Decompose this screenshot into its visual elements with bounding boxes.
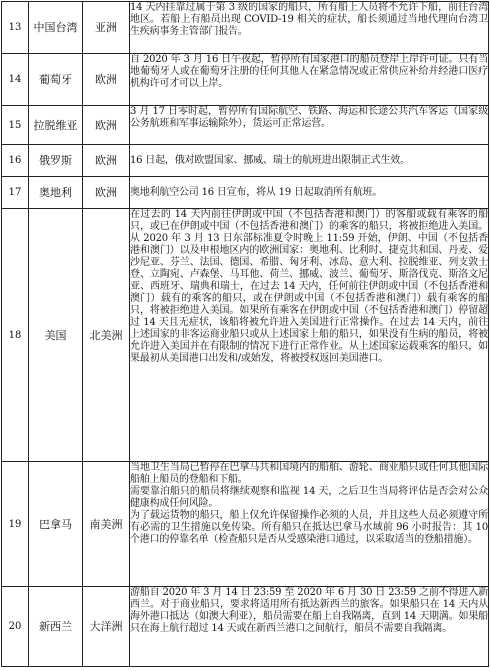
description-paragraph: 奥地利航空公司 16 日宣布，将从 19 日起取消所有航班。 xyxy=(130,186,383,198)
restriction-description xyxy=(130,209,489,462)
region-name: 欧洲 xyxy=(83,54,130,106)
description-paragraph: 自 2020 年 3 月 16 日午夜起，暂停所有国家港口的船员登岸上岸许可证。只有当地葡萄牙人或在葡萄牙注册的任何其他人在紧急情况或正常供应补给并经港口医疗机构许可才可以上岸。 xyxy=(130,54,488,89)
restriction-description xyxy=(130,462,489,587)
restriction-description xyxy=(130,145,489,177)
table-row xyxy=(2,54,489,106)
row-number: 20 xyxy=(2,587,29,667)
country-name: 新西兰 xyxy=(29,587,83,667)
row-number: 13 xyxy=(2,2,29,54)
region-name: 亚洲 xyxy=(83,2,130,54)
country-name: 拉脱维亚 xyxy=(29,106,83,145)
table-row xyxy=(2,462,489,587)
description-paragraph: 为了载运货物的船只，船上仅允许保留操作必须的人员，并且这些人员必须遵守所有必需的卫生措施以免传染。所有船只在抵达巴拿马水域前 96 小时报告：其 10 个港口的停靠名单（检查船只是否从受感染港口通过，以采取适当的登船措施）。 xyxy=(130,510,488,545)
country-name: 俄罗斯 xyxy=(29,145,83,177)
description-paragraph: 16 日起，俄对欧盟国家、挪威、瑞士的航班进出限制正式生效。 xyxy=(130,154,410,166)
table-row xyxy=(2,2,489,54)
region-name: 欧洲 xyxy=(83,177,130,209)
country-name: 中国台湾 xyxy=(29,2,83,54)
description-paragraph: 游船自 2020 年 3 月 14 日 23:59 至 2020 年 6 月 30 日 23:59 之前不得进入新西兰。对于商业船只，要求将适用所有抵达新西兰的旅客。如果船只在 14 天内从海外港口抵达（如澳大利亚），船员需要在船上自我隔离，直到 14 天期满。如果船只在海上航行超过 14 天或在新西兰港口之间航行，船员不需要自我隔离。 xyxy=(130,587,488,634)
country-name: 奥地利 xyxy=(29,177,83,209)
description-paragraph: 3 月 17 日零时起，暂停所有国际航空、铁路、海运和长途公共汽车客运（国家级公务航班和军事运输除外），货运可正常运营。 xyxy=(130,106,488,129)
table-row xyxy=(2,209,489,462)
region-name: 欧洲 xyxy=(83,145,130,177)
country-name: 美国 xyxy=(29,209,83,462)
restriction-description xyxy=(130,177,489,209)
restriction-description xyxy=(130,54,489,106)
table-row xyxy=(2,106,489,145)
travel-restrictions-table xyxy=(1,1,489,667)
region-name: 欧洲 xyxy=(83,106,130,145)
table-row xyxy=(2,587,489,667)
country-name: 葡萄牙 xyxy=(29,54,83,106)
region-name: 北美洲 xyxy=(83,209,130,462)
restriction-description xyxy=(130,587,489,667)
description-paragraph: 在过去的 14 天内前往伊朗或中国（不包括香港和澳门）的客船或载有乘客的船只，或已在伊朗或中国（不包括香港和澳门）的乘客的船只，将被拒绝进入美国。从 2020 年 3 月 13 日东部标准夏令时晚上 11:59 开始，伊朗、中国（不包括香港和澳门）以及申根地区内的欧洲国家：奥地利、比利时、捷克共和国、丹麦、爱沙尼亚、芬兰、法国、德国、希腊、匈牙利、冰岛、意大利、拉脱维亚、列支敦士登、立陶宛、卢森堡、马耳他、荷兰、挪威、波兰、葡萄牙、斯洛伐克、斯洛文尼亚、西班牙、瑞典和瑞士，在过去 14 天内，任何前往伊朗或中国（不包括香港和澳门）载有的乘客的船只，或在伊朗或中国（不包括香港和澳门）载有乘客的船只，将被拒绝进入美国。如果所有乘客在伊朗或中国（不包括香港和澳门）停留超过 14 天且无症状，该船将被允许进入美国进行正常操作。在过去 14 天内，前往上述国家的非客运商业船只或从上述国家上船的船只，如果没有生病的船员，将被允许进入美国并在有限制的情况下进行正常作业。从上述国家运载乘客的船只，如果最初从美国港口出发和/或始发，将被授权返回美国港口。 xyxy=(130,209,488,364)
restriction-description xyxy=(130,2,489,54)
description-paragraph: 14 天内挂靠过属于第 3 级的国家的船只，所有船上人员将不允许下船，前往台湾地区。若船上有船员出现 COVID-19 相关的症状，船长须通过当地代理向台湾卫生疾病事务主管部门报告。 xyxy=(130,2,488,37)
restriction-description xyxy=(130,106,489,145)
row-number: 15 xyxy=(2,106,29,145)
row-number: 17 xyxy=(2,177,29,209)
row-number: 16 xyxy=(2,145,29,177)
country-name: 巴拿马 xyxy=(29,462,83,587)
description-paragraph: 需要靠泊船只的船员将继续观察和监视 14 天，之后卫生当局将评估是否会对公众健康构成任何风险。 xyxy=(130,486,488,509)
row-number: 14 xyxy=(2,54,29,106)
description-paragraph: 当地卫生当局已暂停在巴拿马共和国境内的船舶、游轮、商业船只或任何其他国际船舶上船员的登船和下船。 xyxy=(130,462,488,485)
row-number: 19 xyxy=(2,462,29,587)
row-number: 18 xyxy=(2,209,29,462)
region-name: 南美洲 xyxy=(83,462,130,587)
table-row xyxy=(2,177,489,209)
region-name: 大洋洲 xyxy=(83,587,130,667)
table-row xyxy=(2,145,489,177)
